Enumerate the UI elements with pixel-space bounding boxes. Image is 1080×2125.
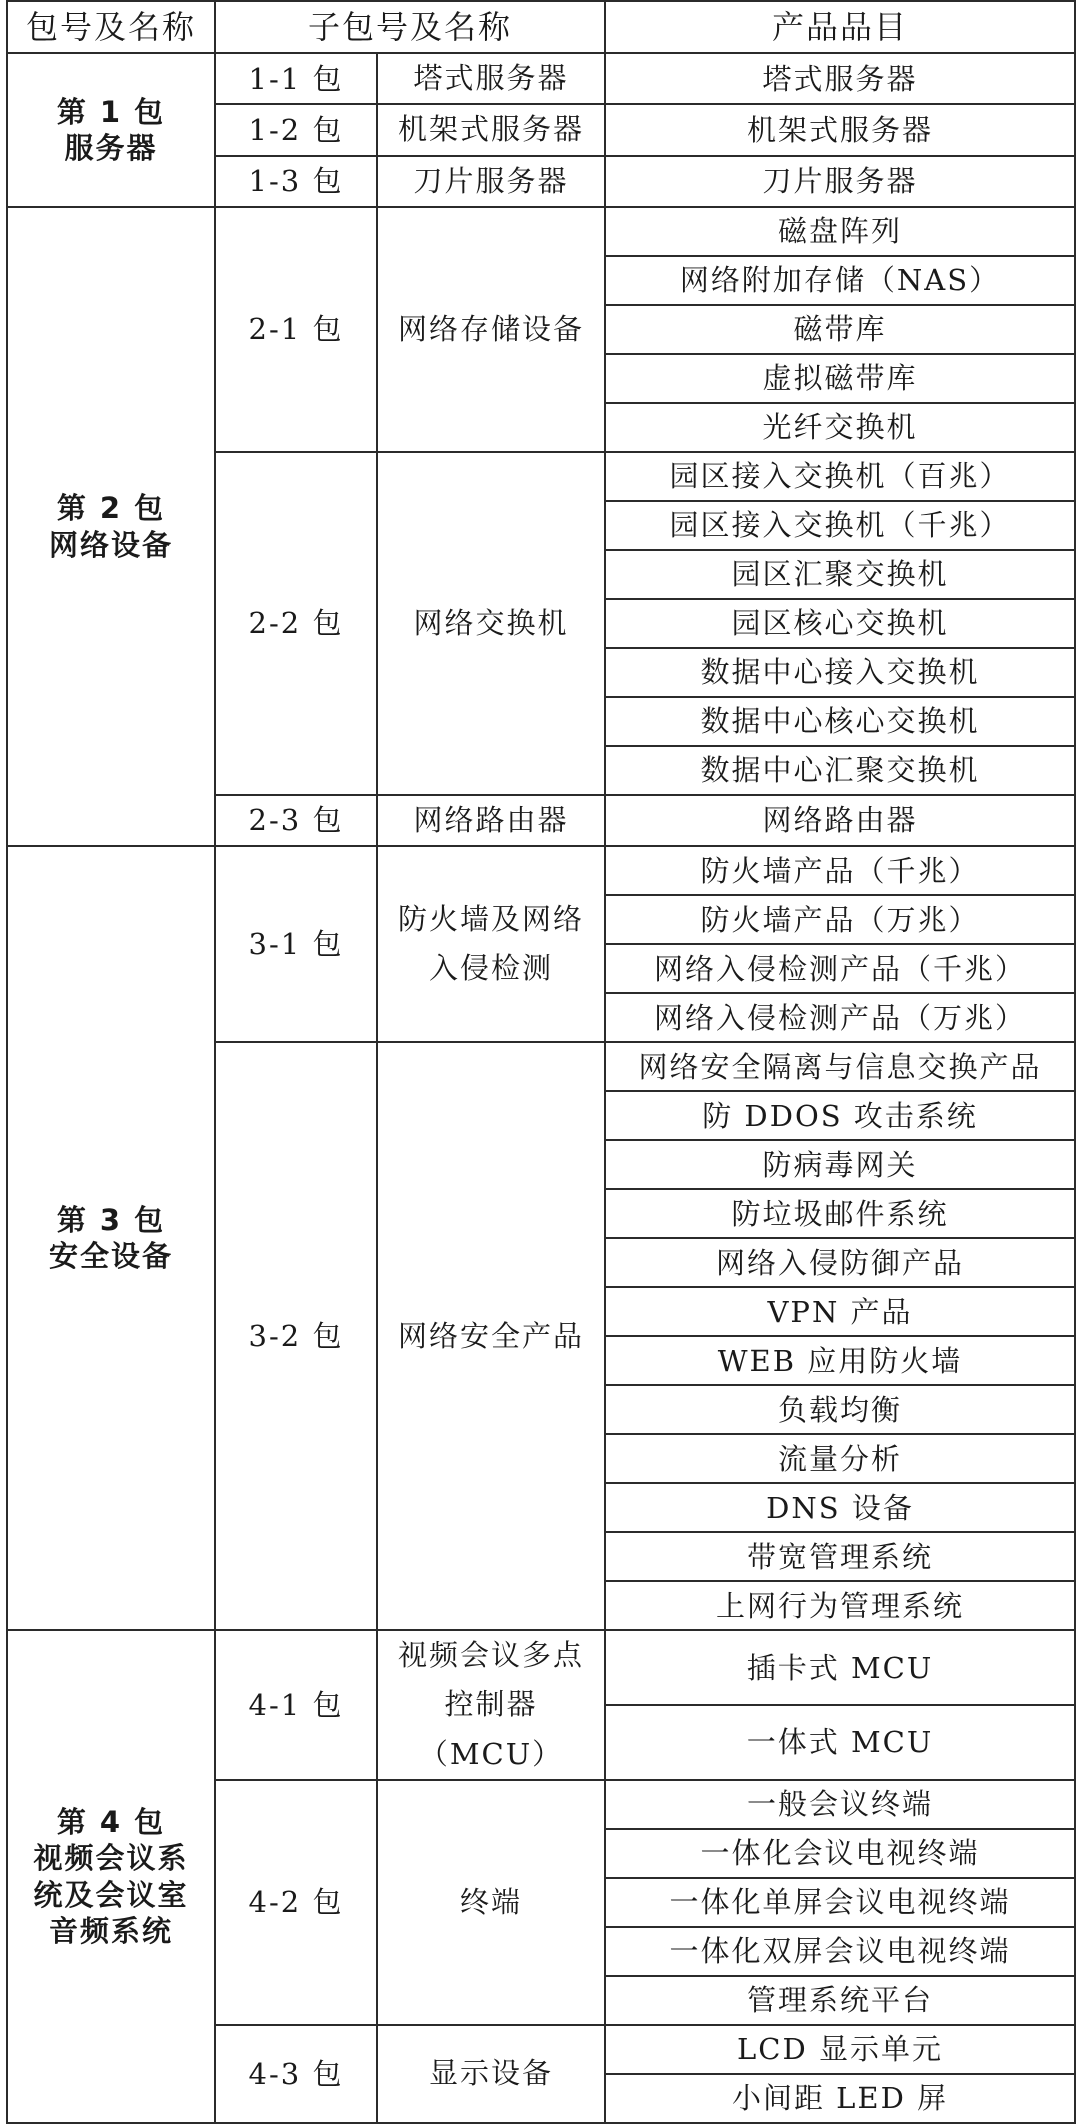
cell-line: 视频会议多点 xyxy=(398,1638,585,1673)
product-cell: 负载均衡 xyxy=(605,1385,1075,1434)
product-cell: 防 DDOS 攻击系统 xyxy=(605,1091,1075,1140)
product-cell: 虚拟磁带库 xyxy=(605,354,1075,403)
subpackage-name-cell xyxy=(377,1042,605,1630)
subpackage-number-cell: 4-2 包 xyxy=(215,1780,377,2025)
cell-line: 入侵检测 xyxy=(429,951,554,986)
product-cell: 数据中心汇聚交换机 xyxy=(605,746,1075,795)
subpackage-name-cell xyxy=(377,2025,605,2123)
subpackage-number-cell: 3-1 包 xyxy=(215,846,377,1042)
header-subpackage: 子包号及名称 xyxy=(215,1,605,53)
cell-line: 终端 xyxy=(460,1884,523,1919)
subpackage-name-cell xyxy=(377,795,605,846)
table-body xyxy=(7,53,1075,2123)
cell-line: 塔式服务器 xyxy=(413,61,569,95)
product-cell: 网络附加存储（NAS） xyxy=(605,256,1075,305)
product-cell: 园区接入交换机（百兆） xyxy=(605,452,1075,501)
subpackage-number-cell: 2-2 包 xyxy=(215,452,377,795)
product-cell: 上网行为管理系统 xyxy=(605,1581,1075,1630)
subpackage-number-cell: 1-1 包 xyxy=(215,53,377,104)
header-products: 产品品目 xyxy=(605,1,1075,53)
product-cell: 磁带库 xyxy=(605,305,1075,354)
product-cell: 网络安全隔离与信息交换产品 xyxy=(605,1042,1075,1091)
product-cell: 园区接入交换机（千兆） xyxy=(605,501,1075,550)
package-name-cell xyxy=(7,1630,215,2123)
product-cell: 刀片服务器 xyxy=(605,156,1075,207)
procurement-table xyxy=(6,0,1076,2124)
product-cell: 网络入侵检测产品（万兆） xyxy=(605,993,1075,1042)
cell-line: 防火墙及网络 xyxy=(398,901,585,936)
product-cell: 管理系统平台 xyxy=(605,1976,1075,2025)
cell-line: 第 3 包 xyxy=(56,1202,166,1237)
product-cell: WEB 应用防火墙 xyxy=(605,1336,1075,1385)
subpackage-name-cell xyxy=(377,53,605,104)
subpackage-number-cell: 4-1 包 xyxy=(215,1630,377,1780)
header-package: 包号及名称 xyxy=(7,1,215,53)
product-cell: 一体化双屏会议电视终端 xyxy=(605,1927,1075,1976)
header-row xyxy=(7,1,1075,53)
subpackage-name-cell xyxy=(377,207,605,452)
subpackage-number-cell: 3-2 包 xyxy=(215,1042,377,1630)
product-cell: 一体化单屏会议电视终端 xyxy=(605,1878,1075,1927)
subpackage-number-cell: 1-3 包 xyxy=(215,156,377,207)
cell-line: 统及会议室 xyxy=(33,1877,189,1912)
table-row xyxy=(7,1630,1075,1705)
subpackage-name-cell xyxy=(377,156,605,207)
product-cell: 网络入侵检测产品（千兆） xyxy=(605,944,1075,993)
product-cell: 光纤交换机 xyxy=(605,403,1075,452)
cell-line: 服务器 xyxy=(64,130,158,165)
product-cell: 一体式 MCU xyxy=(605,1705,1075,1780)
product-cell: 网络路由器 xyxy=(605,795,1075,846)
table-row xyxy=(7,207,1075,256)
cell-line: 网络路由器 xyxy=(413,802,569,837)
product-cell: 一体化会议电视终端 xyxy=(605,1829,1075,1878)
product-cell: 一般会议终端 xyxy=(605,1780,1075,1829)
product-cell: 园区汇聚交换机 xyxy=(605,550,1075,599)
product-cell: 防病毒网关 xyxy=(605,1140,1075,1189)
subpackage-name-cell xyxy=(377,1630,605,1780)
table-row xyxy=(7,846,1075,895)
product-cell: 带宽管理系统 xyxy=(605,1532,1075,1581)
product-cell: 数据中心接入交换机 xyxy=(605,648,1075,697)
cell-line: 网络设备 xyxy=(48,527,173,562)
product-cell: 磁盘阵列 xyxy=(605,207,1075,256)
cell-line: 安全设备 xyxy=(48,1239,173,1274)
product-cell: 网络入侵防御产品 xyxy=(605,1238,1075,1287)
cell-line: 视频会议系 xyxy=(33,1841,189,1876)
product-cell: VPN 产品 xyxy=(605,1287,1075,1336)
cell-line: 第 1 包 xyxy=(56,94,166,129)
subpackage-number-cell: 1-2 包 xyxy=(215,104,377,155)
product-cell: 插卡式 MCU xyxy=(605,1630,1075,1705)
product-cell: LCD 显示单元 xyxy=(605,2025,1075,2074)
package-name-cell xyxy=(7,846,215,1630)
subpackage-name-cell xyxy=(377,452,605,795)
product-cell: 防垃圾邮件系统 xyxy=(605,1189,1075,1238)
cell-line: 网络存储设备 xyxy=(398,311,585,346)
cell-line: 网络交换机 xyxy=(413,605,569,640)
cell-line: 第 2 包 xyxy=(56,491,166,526)
product-cell: 机架式服务器 xyxy=(605,104,1075,155)
product-cell: 小间距 LED 屏 xyxy=(605,2074,1075,2123)
product-cell: 防火墙产品（万兆） xyxy=(605,895,1075,944)
subpackage-name-cell xyxy=(377,1780,605,2025)
product-cell: 数据中心核心交换机 xyxy=(605,697,1075,746)
subpackage-name-cell xyxy=(377,104,605,155)
package-name-cell xyxy=(7,53,215,207)
cell-line: 刀片服务器 xyxy=(413,163,569,198)
subpackage-number-cell: 4-3 包 xyxy=(215,2025,377,2123)
table-row xyxy=(7,53,1075,104)
product-cell: 园区核心交换机 xyxy=(605,599,1075,648)
product-cell: DNS 设备 xyxy=(605,1483,1075,1532)
cell-line: 第 4 包 xyxy=(56,1805,166,1840)
package-name-cell xyxy=(7,207,215,846)
product-cell: 流量分析 xyxy=(605,1434,1075,1483)
subpackage-number-cell: 2-1 包 xyxy=(215,207,377,452)
cell-line: 显示设备 xyxy=(429,2056,554,2091)
cell-line: 机架式服务器 xyxy=(398,112,585,147)
product-cell: 防火墙产品（千兆） xyxy=(605,846,1075,895)
cell-line: 控制器（MCU） xyxy=(418,1687,564,1771)
subpackage-number-cell: 2-3 包 xyxy=(215,795,377,846)
cell-line: 音频系统 xyxy=(48,1913,173,1948)
cell-line: 网络安全产品 xyxy=(398,1318,585,1353)
subpackage-name-cell xyxy=(377,846,605,1042)
product-cell: 塔式服务器 xyxy=(605,53,1075,104)
